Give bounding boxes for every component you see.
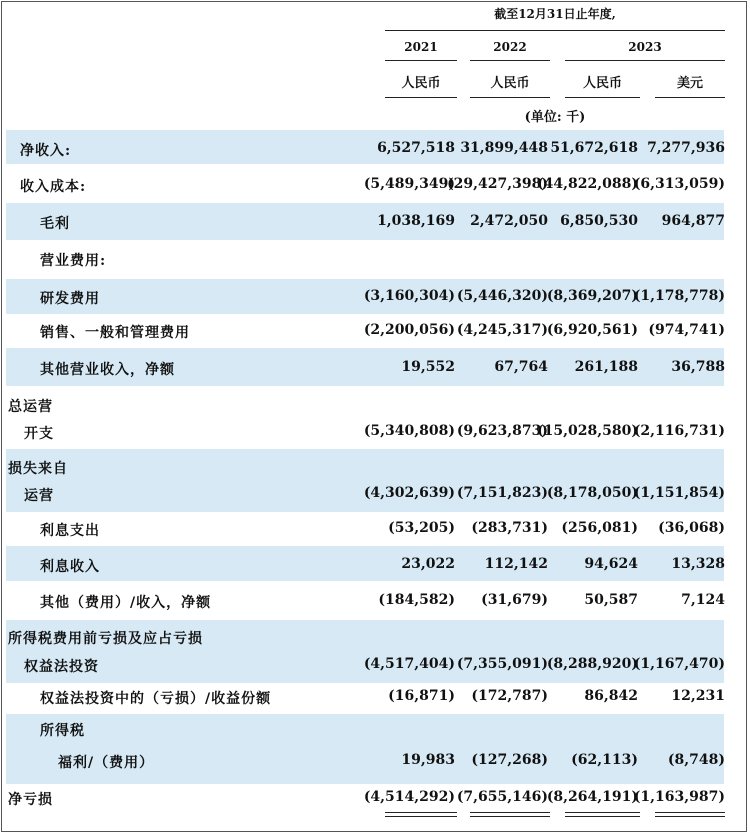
currency-underline [385,97,457,98]
double-underline [470,812,550,817]
row-band [6,714,724,784]
period-heading: 截至12月31日止年度, [494,7,616,21]
unit-note: (单位: 千) [524,110,586,125]
double-underline [655,812,725,817]
cell-2023-rmb: 50,587 [584,592,638,608]
cell-2021: 19,552 [401,359,455,375]
cell-2021: 1,038,169 [377,213,455,229]
row-label-rd-expenses: 研发费用 [40,291,100,307]
row-label-cost-of-revenue: 收入成本: [20,179,87,195]
double-underline [565,812,640,817]
cell-2023-rmb: 6,850,530 [560,213,638,229]
row-label-equity-share: 权益法投资中的（亏损）/收益份额 [40,691,272,707]
row-band [6,449,724,512]
cell-2022: 67,764 [494,359,548,375]
cell-2023-rmb: (62,113) [571,752,638,768]
cell-2023-usd: 7,277,936 [647,140,725,156]
cell-2021: (4,302,639) [363,485,455,501]
row-label-net-loss: 净亏损 [8,792,53,808]
cell-2023-rmb: 51,672,618 [550,140,638,156]
cell-2021: 6,527,518 [377,140,455,156]
cell-2023-rmb: (256,081) [561,520,638,536]
cell-2023-rmb: 261,188 [574,359,638,375]
cell-2023-rmb: (15,028,580) [537,423,638,439]
currency-underline [470,97,550,98]
cell-2023-usd: 12,231 [671,688,725,704]
row-label-other-net: 其他（费用）/收入，净额 [40,595,212,611]
row-label-sga-expenses: 销售、一般和管理费用 [40,325,190,341]
currency-underline [565,97,640,98]
cell-2022: (4,245,317) [456,322,548,338]
cell-2021: (5,489,349) [363,176,455,192]
row-label-tax-benefit: 福利/（费用） [58,755,155,771]
currency-rmb-2022: 人民币 [490,76,530,91]
cell-2021: 23,022 [401,556,455,572]
cell-2023-rmb: 94,624 [584,556,638,572]
cell-2023-rmb: (8,264,191) [546,789,638,805]
cell-2021: (5,340,808) [363,423,455,439]
cell-2022: (172,787) [471,688,548,704]
cell-2023-usd: (1,151,854) [633,485,725,501]
cell-2021: (53,205) [388,520,455,536]
cell-2023-usd: (1,178,778) [633,288,725,304]
currency-rmb-2021: 人民币 [401,76,441,91]
row-label-income-tax: 所得税 [40,723,85,739]
cell-2022: (7,355,091) [456,656,548,672]
currency-underline [655,97,725,98]
year-2023: 2023 [628,40,662,54]
cell-2023-usd: 36,788 [671,359,725,375]
cell-2021: (4,514,292) [363,789,455,805]
cell-2023-rmb: (6,920,561) [546,322,638,338]
row-label-net-revenue: 净收入: [20,143,72,159]
year-2021: 2021 [404,40,438,54]
currency-rmb-2023: 人民币 [582,76,622,91]
double-underline [385,812,457,817]
cell-2023-usd: (8,748) [667,752,725,768]
cell-2023-rmb: 86,842 [584,688,638,704]
year-underline [385,60,457,61]
cell-2022: 112,142 [484,556,548,572]
cell-2022: (283,731) [471,520,548,536]
cell-2021: 19,983 [401,752,455,768]
cell-2023-usd: 7,124 [681,592,725,608]
cell-2023-rmb: (8,369,207) [546,288,638,304]
currency-usd-2023: 美元 [676,76,703,91]
cell-2022: (31,679) [481,592,548,608]
cell-2023-rmb: (8,178,050) [546,485,638,501]
cell-2023-usd: (6,313,059) [633,176,725,192]
cell-2023-usd: (974,741) [648,322,725,338]
row-label-expenses: 开支 [24,426,54,442]
cell-2022: (9,623,873) [456,423,548,439]
cell-2023-usd: 964,877 [661,213,725,229]
cell-2021: (3,160,304) [363,288,455,304]
cell-2023-rmb: (8,288,920) [546,656,638,672]
cell-2022: (127,268) [471,752,548,768]
cell-2023-usd: (1,163,987) [633,789,725,805]
cell-2023-usd: (36,068) [658,520,725,536]
row-label-total-operating: 总运营 [8,399,53,415]
cell-2022: (5,446,320) [456,288,548,304]
cell-2021: (184,582) [378,592,455,608]
cell-2022: 31,899,448 [460,140,548,156]
cell-2023-usd: (2,116,731) [633,423,725,439]
row-label-gross-profit: 毛利 [40,216,70,232]
cell-2021: (2,200,056) [363,322,455,338]
row-label-equity-method: 权益法投资 [24,659,99,675]
row-label-loss-from: 损失来自 [8,461,68,477]
cell-2023-usd: (1,167,470) [633,656,725,672]
cell-2021: (16,871) [388,688,455,704]
year-underline [470,60,550,61]
cell-2023-rmb: (44,822,088) [537,176,638,192]
cell-2021: (4,517,404) [363,656,455,672]
year-underline [565,60,725,61]
row-label-operating-expenses: 营业费用: [40,253,107,269]
cell-2022: (7,151,823) [456,485,548,501]
row-label-loss-before-tax: 所得税费用前亏损及应占亏损 [8,631,203,647]
cell-2022: (29,427,398) [447,176,548,192]
row-label-operations: 运营 [24,488,54,504]
year-2022: 2022 [493,40,527,54]
row-label-other-operating-income: 其他营业收入，净额 [40,362,175,378]
row-label-interest-income: 利息收入 [40,559,100,575]
cell-2023-usd: 13,328 [671,556,725,572]
period-divider [385,30,725,31]
row-label-interest-expense: 利息支出 [40,523,100,539]
cell-2022: (7,655,146) [456,789,548,805]
cell-2022: 2,472,050 [470,213,548,229]
